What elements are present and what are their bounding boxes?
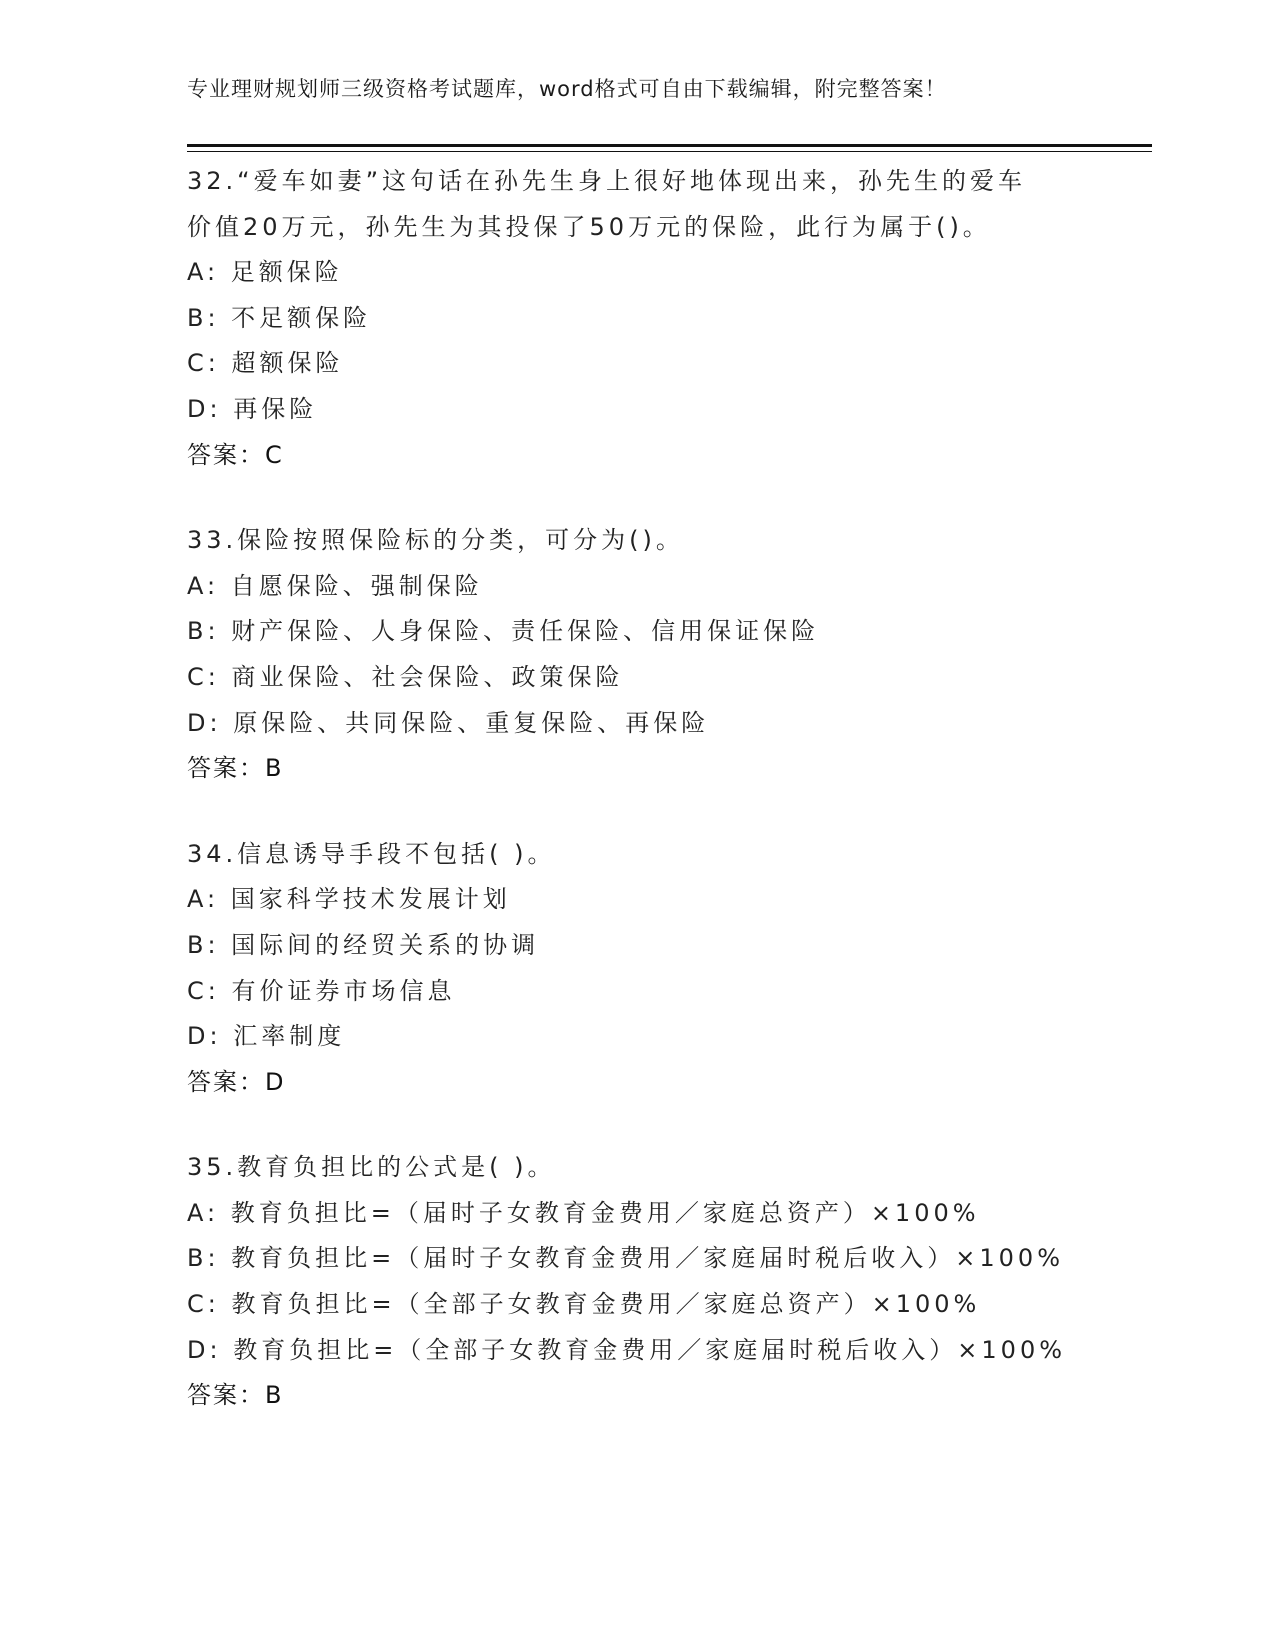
- option-a: A: 教育负担比=（届时子女教育金费用／家庭总资产）×100%: [187, 1198, 980, 1227]
- header-rule-thick: [187, 144, 1152, 147]
- answer: 答案：D: [187, 1067, 286, 1096]
- question-stem: [187, 159, 1087, 250]
- option-c: C: 教育负担比=（全部子女教育金费用／家庭总资产）×100%: [187, 1290, 981, 1319]
- option-b: B: 财产保险、人身保险、责任保险、信用保证保险: [187, 617, 820, 646]
- option-d: D: 汇率制度: [187, 1022, 346, 1051]
- question-33: [187, 518, 1087, 792]
- option-d: D: 再保险: [187, 394, 318, 423]
- question-list: [187, 159, 1087, 1459]
- answer: 答案：C: [187, 440, 284, 469]
- option-d: D: 原保险、共同保险、重复保险、再保险: [187, 708, 710, 737]
- question-stem-line: 33.保险按照保险标的分类，可分为()。: [187, 526, 684, 555]
- option-a: A: 国家科学技术发展计划: [187, 885, 511, 914]
- answer: 答案：B: [187, 754, 284, 783]
- option-c: C: 有价证券市场信息: [187, 976, 456, 1005]
- question-stem: [187, 1145, 1087, 1191]
- option-a: A: 足额保险: [187, 258, 343, 287]
- option-c: C: 超额保险: [187, 349, 344, 378]
- question-stem-line: 34.信息诱导手段不包括( )。: [187, 839, 556, 868]
- page-header: 专业理财规划师三级资格考试题库，word格式可自由下载编辑，附完整答案！: [187, 77, 947, 101]
- question-32: [187, 159, 1087, 478]
- answer: 答案：B: [187, 1381, 284, 1410]
- question-34: [187, 832, 1087, 1106]
- question-stem: [187, 518, 1087, 564]
- header-rule-thin: [187, 151, 1152, 152]
- question-stem-line: 32.“爱车如妻”这句话在孙先生身上很好地体现出来，孙先生的爱车: [187, 167, 1027, 195]
- option-c: C: 商业保险、社会保险、政策保险: [187, 662, 624, 691]
- question-stem-line: 35.教育负担比的公式是( )。: [187, 1153, 556, 1182]
- option-d: D: 教育负担比=（全部子女教育金费用／家庭届时税后收入）×100%: [187, 1335, 1067, 1364]
- option-b: B: 教育负担比=（届时子女教育金费用／家庭届时税后收入）×100%: [187, 1244, 1065, 1273]
- option-b: B: 不足额保险: [187, 303, 372, 332]
- option-a: A: 自愿保险、强制保险: [187, 571, 483, 600]
- question-stem-line: 价值20万元，孙先生为其投保了50万元的保险，此行为属于()。: [187, 212, 991, 241]
- question-stem: [187, 832, 1087, 878]
- option-b: B: 国际间的经贸关系的协调: [187, 930, 540, 959]
- question-35: [187, 1145, 1087, 1419]
